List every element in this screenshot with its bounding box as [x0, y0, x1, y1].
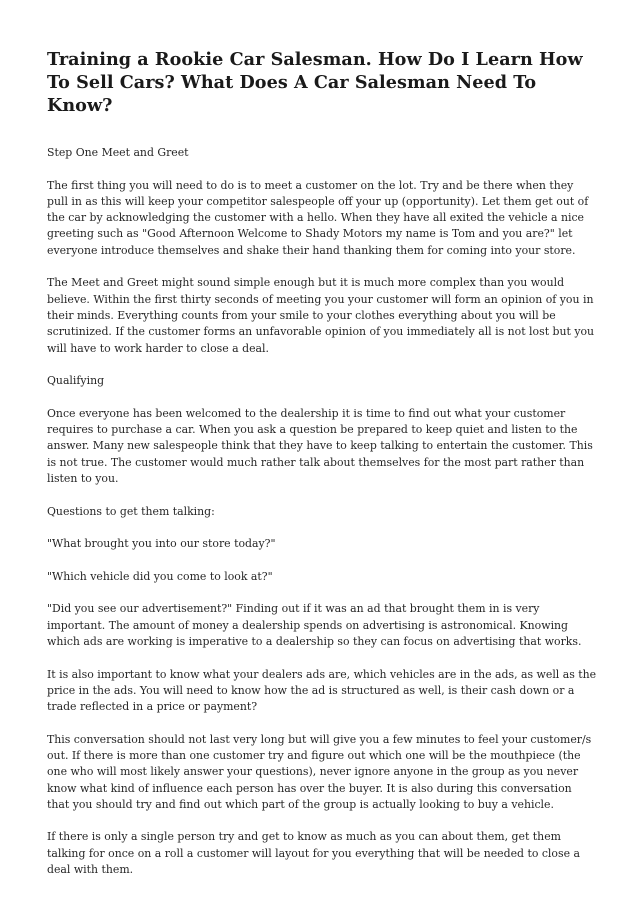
- paragraph: "Did you see our advertisement?" Finding out if it was an ad that brought them in is very important. The amount of money a dealership spends on advertising is astronomical. Knowing which ads are working is imperative to a dealership so they can focus on advertising that works.: [47, 602, 582, 648]
- document-title: Training a Rookie Car Salesman. How Do I Learn How To Sell Cars? What Does A Car Salesman Need To Know?: [47, 49, 583, 116]
- document-page: [47, 48, 597, 878]
- paragraph: The first thing you will need to do is to meet a customer on the lot. Try and be there when they pull in as this will keep your competitor salespeople off your up (opportunity). Let them get out of the car by acknowledging the customer with a hello. When they have all exited the vehicle a nice greeting such as "Good Afternoon Welcome to Shady Motors my name is Tom and you are?" let everyone introduce themselves and shake their hand thanking them for coming into your store.: [47, 178, 589, 257]
- section-heading-qualifying: Qualifying: [47, 374, 105, 388]
- paragraph: This conversation should not last very long but will give you a few minutes to feel your customer/s out. If there is more than one customer try and figure out which one will be the mouthpiece (the one who will most likely answer your questions), never ignore anyone in the group as you never know what kind of influence each person has over the buyer. It is also during this conversation that you should try and find out which part of the group is actually looking to buy a vehicle.: [47, 732, 592, 811]
- section-heading-meet-and-greet: Step One Meet and Greet: [47, 146, 189, 159]
- paragraph: If there is only a single person try and get to know as much as you can about them, get them talking for once on a roll a customer will layout for you everything that will be needed to close a deal with them.: [47, 830, 580, 877]
- questions-heading: Questions to get them talking:: [47, 504, 215, 518]
- question-line: "Which vehicle did you come to look at?": [47, 569, 273, 583]
- paragraph: The Meet and Greet might sound simple enough but it is much more complex than you would believe. Within the first thirty seconds of meeting you your customer will form an opinion of you in their minds. Everything counts from your smile to your clothes everything about you will be scrutinized. If the customer forms an unfavorable opinion of you immediately all is not lost but you will have to work harder to close a deal.: [47, 276, 595, 355]
- paragraph: Once everyone has been welcomed to the dealership it is time to find out what your customer requires to purchase a car. When you ask a question be prepared to keep quiet and listen to the answer. Many new salespeople think that they have to keep talking to entertain the customer. This is not true. The customer would much rather talk about themselves for the most part rather than listen to you.: [47, 406, 593, 485]
- paragraph: It is also important to know what your dealers ads are, which vehicles are in the ads, as well as the price in the ads. You will need to know how the ad is structured as well, is their cash down or a trade reflected in a price or payment?: [47, 667, 597, 714]
- question-line: "What brought you into our store today?": [47, 537, 276, 551]
